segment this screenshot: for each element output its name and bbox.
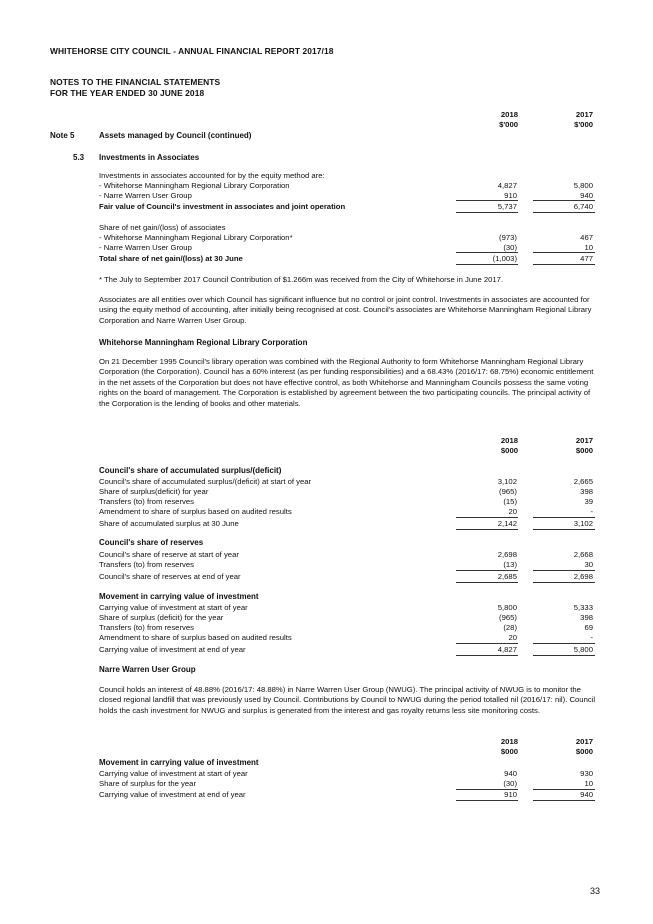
table-row: Share of surplus (deficit) for the year (965) 398 — [99, 613, 593, 622]
col-unit-2017: $000 — [575, 446, 593, 455]
col-unit-2018: $'000 — [499, 120, 518, 129]
page-number: 33 — [590, 886, 601, 896]
col-2017: 2017 — [575, 436, 593, 445]
table-row: Carrying value of investment at start of year 940 930 — [99, 769, 593, 778]
col-2017: 2017 — [575, 110, 593, 119]
total-rule — [533, 517, 595, 518]
nwug-title: Narre Warren User Group — [99, 665, 196, 674]
surplus-title: Council's share of accumulated surplus/(deficit) — [99, 466, 282, 475]
report-title: WHITEHORSE CITY COUNCIL - ANNUAL FINANCIAL REPORT 2017/18 — [50, 46, 334, 56]
investments-intro: Investments in associates accounted for by the equity method are: — [99, 171, 325, 180]
table-row: Amendment to share of surplus based on audited results 20 - — [99, 507, 593, 516]
total-rule — [533, 570, 595, 571]
table-row: Council's share of reserves at end of year 2,685 2,698 — [99, 572, 593, 581]
table-row: - Narre Warren User Group 910 940 — [99, 191, 593, 200]
table-row: Carrying value of investment at end of year 4,827 5,800 — [99, 645, 593, 654]
wmrlc-paragraph: On 21 December 1995 Council's library operation was combined with the Regional Authority to form Whitehorse Manningham Regional Library Corporation (the Corporation). Council has a 60% interest (as per funding responsibilities) and a 68.43% (2016/17: 68.75%) economic entitlement in the net assets of the Corporation but does not have effective control, as both Whitehorse and Manningham Councils possess the same voting rights on the board of management. The Corporation is established by agreement between the two participating councils. The principal activity of the Corporation is the lending of books and other materials. — [99, 357, 594, 408]
total-rule — [456, 582, 518, 583]
associates-paragraph: Associates are all entities over which Council has significant influence but no control or joint control. Investments in associates are accounted for using the equity method of accounting, after initially being recognised at cost. Council's associates are Whitehorse Manningham Regional Library Corporation and Narre Warren User Group. — [99, 295, 592, 325]
table-row: Share of surplus for the year (30) 10 — [99, 779, 593, 788]
total-rule — [456, 655, 518, 656]
section-title: Investments in Associates — [99, 153, 200, 162]
total-rule — [533, 200, 595, 201]
total-rule — [456, 264, 518, 265]
total-rule — [456, 252, 518, 253]
total-rule — [456, 800, 518, 801]
reserves-title: Council's share of reserves — [99, 538, 204, 547]
table-row: Carrying value of investment at end of year 910 940 — [99, 790, 593, 799]
total-rule — [456, 517, 518, 518]
total-rule — [456, 529, 518, 530]
investments-total-row: Fair value of Council's investment in associates and joint operation 5,737 6,740 — [99, 202, 593, 211]
total-rule — [533, 582, 595, 583]
notes-title: NOTES TO THE FINANCIAL STATEMENTS — [50, 77, 221, 87]
note-number: Note 5 — [50, 131, 75, 140]
col-2018: 2018 — [500, 110, 518, 119]
table-row: Council's share of reserve at start of year 2,698 2,668 — [99, 550, 593, 559]
table-row: Amendment to share of surplus based on audited results 20 - — [99, 633, 593, 642]
total-rule — [533, 643, 595, 644]
table-row: - Whitehorse Manningham Regional Library Corporation* (973) 467 — [99, 233, 593, 242]
wmrlc-movement-title: Movement in carrying value of investment — [99, 592, 259, 601]
total-rule — [533, 252, 595, 253]
table-row: - Whitehorse Manningham Regional Library Corporation 4,827 5,800 — [99, 181, 593, 190]
nwug-paragraph: Council holds an interest of 48.88% (2016/17: 48.88%) in Narre Warren User Group (NWUG). The principal activity of NWUG is to monitor the closed regional landfill that was previously used by Council. Contributions by Council to NWUG during the period totalled nil (2016/17: nil). Council holds the cash investment for NWUG and surplus is generated from the interest and gas royalty returns less site monitoring costs. — [99, 685, 596, 715]
table-row: - Narre Warren User Group (30) 10 — [99, 243, 593, 252]
footnote: * The July to September 2017 Council Contribution of $1.266m was received from the City of Whitehorse in June 2017. — [99, 275, 504, 284]
table-row: Transfers (to) from reserves (28) 69 — [99, 623, 593, 632]
total-rule — [456, 570, 518, 571]
col-unit-2018: $000 — [500, 747, 518, 756]
wmrlc-title: Whitehorse Manningham Regional Library Corporation — [99, 338, 308, 347]
table-row: Share of surplus(deficit) for year (965) 398 — [99, 487, 593, 496]
table-row: Transfers (to) from reserves (13) 30 — [99, 560, 593, 569]
section-number: 5.3 — [73, 153, 85, 162]
table-row: Transfers (to) from reserves (15) 39 — [99, 497, 593, 506]
note-title: Assets managed by Council (continued) — [99, 131, 252, 140]
total-rule — [533, 655, 595, 656]
total-rule — [533, 212, 595, 213]
col-unit-2017: $000 — [575, 747, 593, 756]
col-unit-2018: $000 — [500, 446, 518, 455]
nwug-movement-title: Movement in carrying value of investment — [99, 758, 259, 767]
total-rule — [533, 529, 595, 530]
total-rule — [533, 264, 595, 265]
col-unit-2017: $'000 — [574, 120, 593, 129]
col-2018: 2018 — [500, 436, 518, 445]
total-rule — [456, 643, 518, 644]
col-2017: 2017 — [575, 737, 593, 746]
table-row: Council's share of accumulated surplus/(deficit) at start of year 3,102 2,665 — [99, 477, 593, 486]
share-gain-total-row: Total share of net gain/(loss) at 30 June (1,003) 477 — [99, 254, 593, 263]
total-rule — [456, 212, 518, 213]
year-ended: FOR THE YEAR ENDED 30 JUNE 2018 — [50, 88, 205, 98]
col-2018: 2018 — [500, 737, 518, 746]
table-row: Carrying value of investment at start of year 5,800 5,333 — [99, 603, 593, 612]
share-gain-intro: Share of net gain/(loss) of associates — [99, 223, 226, 232]
table-row: Share of accumulated surplus at 30 June 2,142 3,102 — [99, 519, 593, 528]
total-rule — [533, 800, 595, 801]
total-rule — [456, 200, 518, 201]
